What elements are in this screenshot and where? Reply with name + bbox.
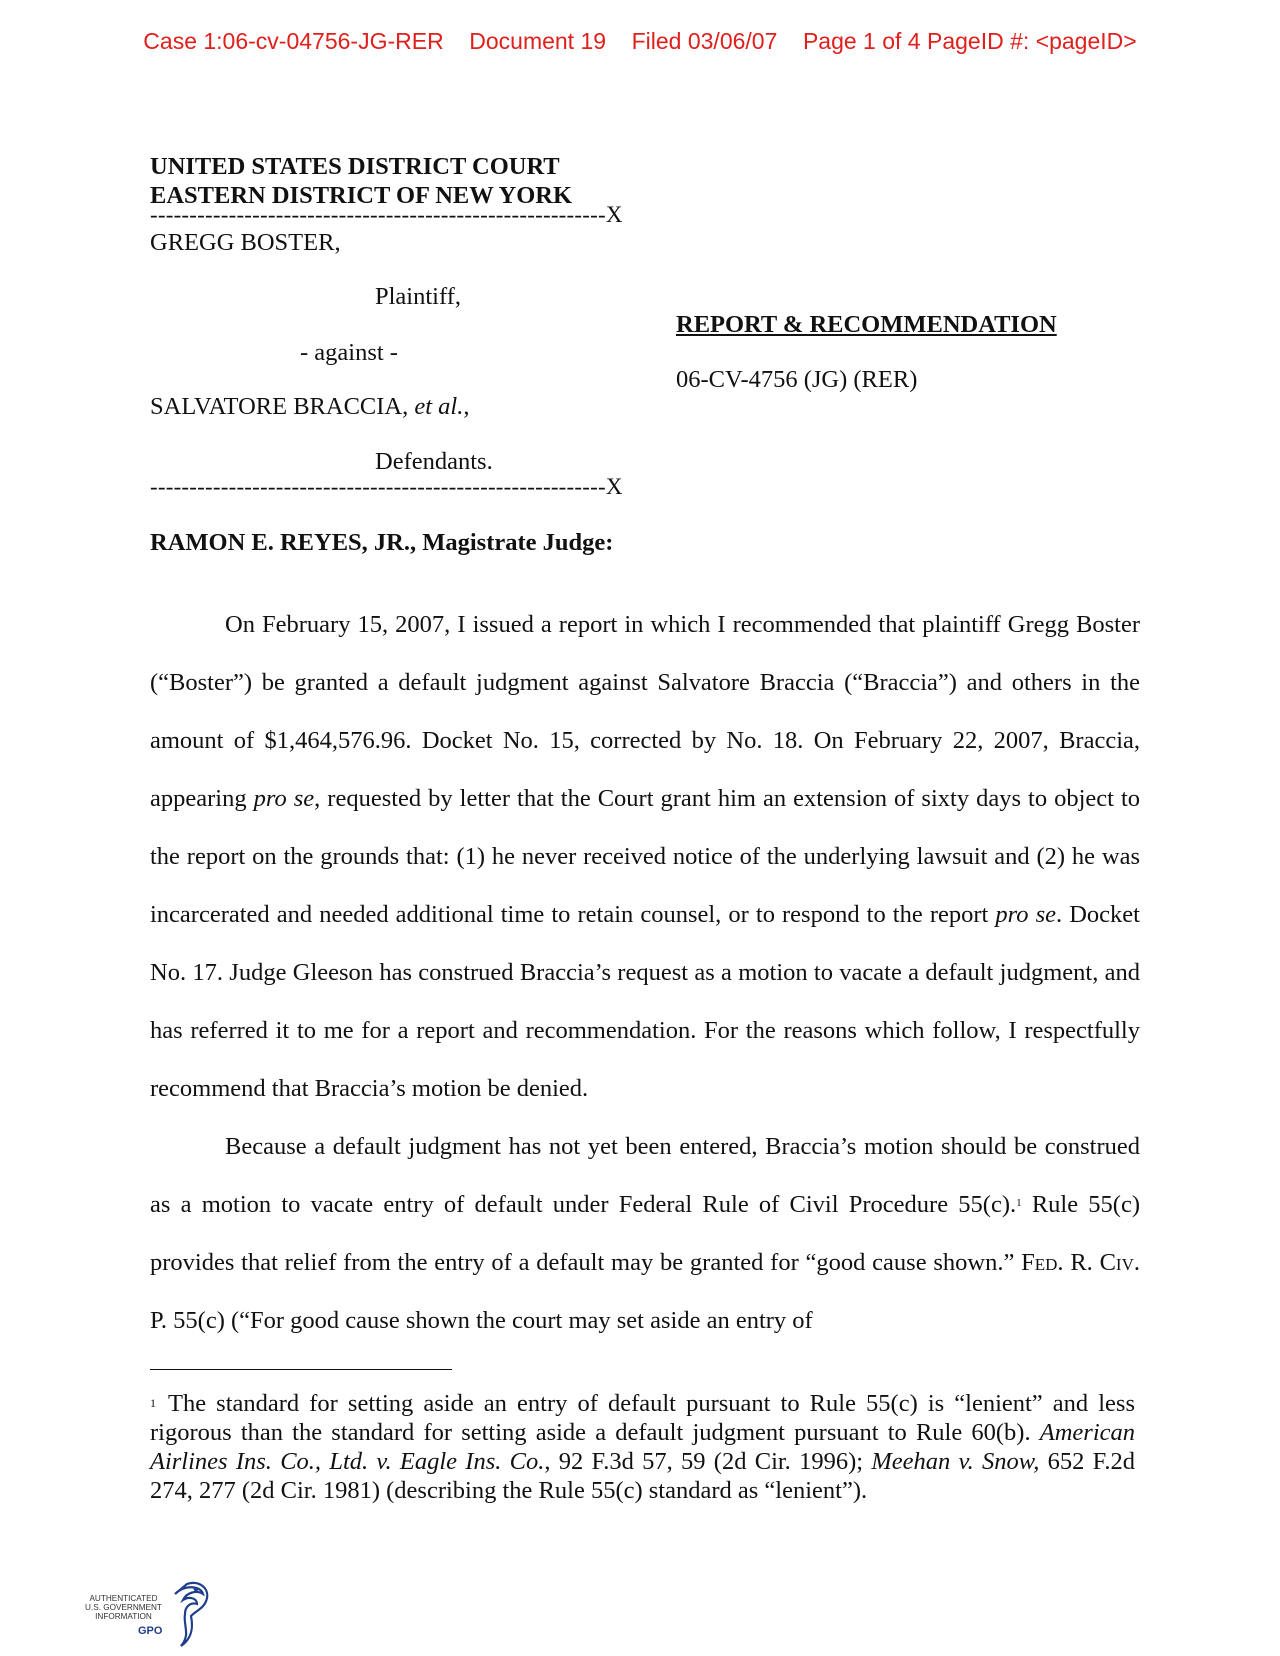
- footnote-ref-1[interactable]: 1: [1016, 1197, 1022, 1209]
- docket-number: 06-CV-4756 (JG) (RER): [676, 366, 918, 393]
- footnote-1: $^1$ The standard for setting aside an entry of default pursuant to Rule 55(c) is “lenient” and less rigorous than the standard for setting aside a default judgment pursuant to Rule 60(b). American Airlines Ins. Co., Ltd. v. Eagle Ins. Co., 92 F.3d 57, 59 (2d Cir. 1996); Meehan v. Snow, 652 F.2d 274, 277 (2d Cir. 1981) (describing the Rule 55(c) standard as “lenient”).: [150, 1390, 1135, 1504]
- against-label: - against -: [300, 339, 398, 366]
- court-line-1: UNITED STATES DISTRICT COURT: [150, 153, 560, 180]
- paragraph-2: Because a default judgment has not yet been entered, Braccia’s motion should be construed as a motion to vacate entry of default under Federal Rule of Civil Procedure 55(c).$^1$ Rule 55(c) provides that relief from the entry of a default may be granted for “good cause shown.” Fed. R. Civ. P. 55(c) (“For good cause shown the court may set aside an entry of: [150, 1133, 1140, 1334]
- paragraph-1: On February 15, 2007, I issued a report in which I recommended that plaintiff Gregg Boster (“Boster”) be granted a default judgment against Salvatore Braccia (“Braccia”) and others in the amount of $1,464,576.96. Docket No. 15, corrected by No. 18. On February 22, 2007, Braccia, appearing pro se, requested by letter that the Court grant him an extension of sixty days to object to the report on the grounds that: (1) he never received notice of the underlying lawsuit and (2) he was incarcerated and needed additional time to retain counsel, or to respond to the report pro se. Docket No. 17. Judge Gleeson has construed Braccia’s request as a motion to vacate a default judgment, and has referred it to me for a report and recommendation. For the reasons which follow, I respectfully recommend that Braccia’s motion be denied.: [150, 611, 1140, 1102]
- court-line-2: EASTERN DISTRICT OF NEW YORK: [150, 182, 573, 209]
- plaintiff-role: Plaintiff,: [375, 283, 461, 310]
- eagle-icon: [171, 1580, 211, 1652]
- plaintiff-name: GREGG BOSTER,: [150, 229, 341, 256]
- document-title: REPORT & RECOMMENDATION: [676, 311, 1057, 338]
- gpo-authentication-seal: AUTHENTICATED U.S. GOVERNMENT INFORMATION GPO: [76, 1580, 211, 1650]
- caption-separator-top: ----------------------------------------------------------X: [150, 202, 623, 227]
- filing-header: Case 1:06-cv-04756-JG-RER Document 19 Filed 03/06/07 Page 1 of 4 PageID #: <pageID>: [143, 28, 1137, 54]
- judge-heading: RAMON E. REYES, JR., Magistrate Judge:: [150, 529, 614, 556]
- defendant-role: Defendants.: [375, 448, 493, 475]
- footnote-rule: [150, 1369, 452, 1370]
- defendant-name: SALVATORE BRACCIA, et al.,: [150, 393, 470, 420]
- caption-separator-bottom: ----------------------------------------------------------X: [150, 474, 623, 499]
- body-text: [150, 596, 1140, 1350]
